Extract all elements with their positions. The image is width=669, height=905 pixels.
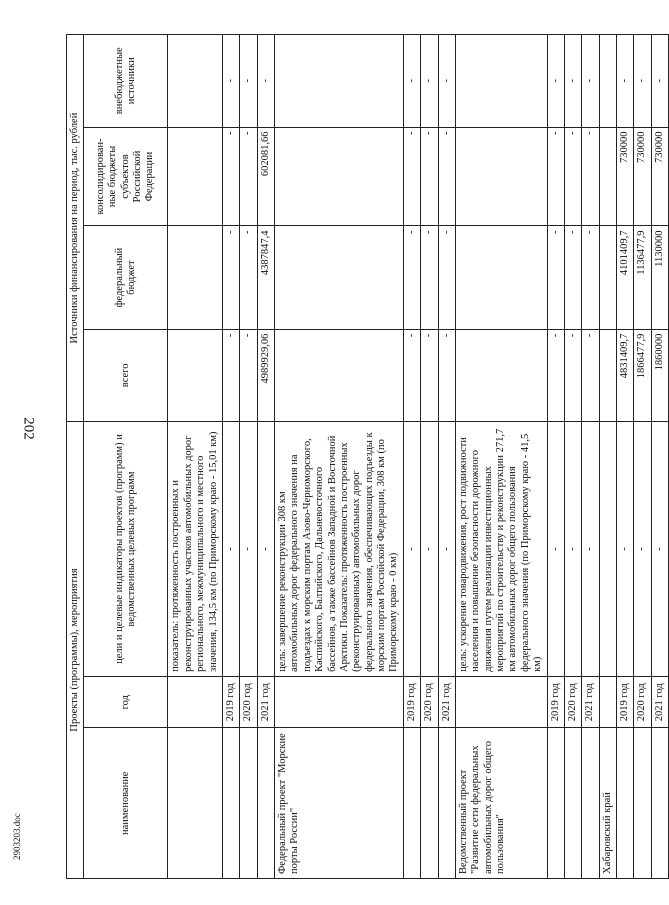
table-row: [275, 35, 404, 879]
cell-year: 2019 год: [617, 676, 634, 728]
cell-total: [275, 329, 404, 421]
cell-year: 2019 год: [403, 676, 420, 728]
cell-year: [275, 676, 404, 728]
cell-name: Хабаровский край: [599, 728, 616, 879]
cell-name: Ведомственный проект "Развитие сети федеральных автомобильных дорог общего пользования": [455, 728, 547, 879]
cell-year: 2019 год: [222, 676, 239, 728]
table-row: [564, 35, 581, 879]
cell-regional: [168, 127, 223, 226]
cell-regional: 730000: [651, 127, 668, 226]
cell-regional: -: [564, 127, 581, 226]
cell-goals: [599, 422, 616, 677]
cell-extra: [455, 35, 547, 128]
cell-goals: -: [240, 422, 257, 677]
cell-federal: [455, 226, 547, 329]
table-row: [599, 35, 616, 879]
cell-year: 2020 год: [421, 676, 438, 728]
footer-code: 2903203.doc: [12, 813, 22, 860]
cell-name: [421, 728, 438, 879]
cell-name: [564, 728, 581, 879]
cell-regional: [275, 127, 404, 226]
header-row-2: [84, 35, 168, 879]
cell-regional: -: [582, 127, 599, 226]
cell-year: 2021 год: [438, 676, 455, 728]
cell-regional: 730000: [634, 127, 651, 226]
cell-federal: 4101409,7: [617, 226, 634, 329]
cell-federal: -: [421, 226, 438, 329]
cell-total: [455, 329, 547, 421]
table-row: [168, 35, 223, 879]
table-row: [438, 35, 455, 879]
cell-year: [599, 676, 616, 728]
cell-regional: 730000: [617, 127, 634, 226]
cell-goals: -: [634, 422, 651, 677]
table-row: [651, 35, 668, 879]
table-row: [403, 35, 420, 879]
cell-total: 1866477,9: [634, 329, 651, 421]
cell-total: 1860000: [651, 329, 668, 421]
cell-total: -: [564, 329, 581, 421]
cell-federal: -: [240, 226, 257, 329]
cell-year: 2020 год: [240, 676, 257, 728]
cell-year: [455, 676, 547, 728]
cell-year: 2021 год: [257, 676, 274, 728]
cell-federal: [275, 226, 404, 329]
table-row: [421, 35, 438, 879]
cell-name: [547, 728, 564, 879]
cell-name: [438, 728, 455, 879]
cell-regional: -: [403, 127, 420, 226]
cell-name: [240, 728, 257, 879]
table-row: [634, 35, 651, 879]
cell-regional: -: [240, 127, 257, 226]
cell-extra: -: [421, 35, 438, 128]
cell-year: 2021 год: [651, 676, 668, 728]
cell-goals: -: [564, 422, 581, 677]
cell-year: 2019 год: [547, 676, 564, 728]
cell-goals: -: [582, 422, 599, 677]
cell-federal: 1136477,9: [634, 226, 651, 329]
table-row: [547, 35, 564, 879]
cell-goals: цель: ускорение товародвижения, рост подвижности населения и повышение безопасности дорожного движения путем реализации инвестиционных мероприятий по строительству и реконструкции 271,7 км автомобильных дорог общего пользования федерального значения (по Приморскому краю - 41,5 км): [455, 422, 547, 677]
header-federal: федеральный бюджет: [84, 226, 168, 329]
cell-goals: -: [403, 422, 420, 677]
cell-extra: -: [403, 35, 420, 128]
cell-extra: -: [564, 35, 581, 128]
cell-extra: -: [617, 35, 634, 128]
header-row-1: [67, 35, 84, 879]
cell-total: [599, 329, 616, 421]
cell-name: [403, 728, 420, 879]
cell-goals: цель: завершение реконструкции 308 км автомобильных дорог федерального значения на подъездах к морским портам Азово-Черноморского, Каспийского, Балтийского, Дальневосточного бассейнов, а также бассейнов Западной и Восточной Арктики. Показатель: протяженность построенных (реконструированных) автомобильных дорог федерального значения, обеспечивающих подъезды к морским портам Российской Федерации, 308 км (по Приморскому краю - 0 км): [275, 422, 404, 677]
cell-goals: -: [547, 422, 564, 677]
cell-total: -: [240, 329, 257, 421]
cell-name: [257, 728, 274, 879]
cell-federal: -: [564, 226, 581, 329]
cell-goals: -: [438, 422, 455, 677]
cell-extra: -: [582, 35, 599, 128]
header-extra: внебюджетные источники: [84, 35, 168, 128]
cell-federal: [599, 226, 616, 329]
cell-goals: -: [222, 422, 239, 677]
cell-federal: [168, 226, 223, 329]
table-row: [582, 35, 599, 879]
cell-total: -: [421, 329, 438, 421]
cell-total: -: [403, 329, 420, 421]
cell-extra: [275, 35, 404, 128]
header-name: наименование: [84, 728, 168, 879]
cell-federal: -: [547, 226, 564, 329]
cell-federal: 1130000: [651, 226, 668, 329]
cell-total: -: [547, 329, 564, 421]
page-number: 202: [20, 417, 37, 440]
header-year: год: [84, 676, 168, 728]
cell-total: -: [438, 329, 455, 421]
cell-extra: -: [222, 35, 239, 128]
cell-regional: -: [421, 127, 438, 226]
cell-year: 2021 год: [582, 676, 599, 728]
cell-regional: [455, 127, 547, 226]
cell-name: [582, 728, 599, 879]
cell-regional: [599, 127, 616, 226]
cell-goals: -: [617, 422, 634, 677]
cell-name: [168, 728, 223, 879]
cell-extra: -: [240, 35, 257, 128]
cell-regional: 602081,66: [257, 127, 274, 226]
table-row: [222, 35, 239, 879]
cell-total: 4989929,06: [257, 329, 274, 421]
cell-regional: -: [222, 127, 239, 226]
header-regional: консолидирован-ные бюджеты субъектов Российской Федерации: [84, 127, 168, 226]
cell-goals: -: [651, 422, 668, 677]
cell-name: [617, 728, 634, 879]
table-row: [617, 35, 634, 879]
cell-extra: -: [651, 35, 668, 128]
cell-name: [634, 728, 651, 879]
cell-regional: -: [547, 127, 564, 226]
cell-total: -: [222, 329, 239, 421]
cell-federal: -: [582, 226, 599, 329]
cell-extra: [599, 35, 616, 128]
cell-extra: -: [257, 35, 274, 128]
cell-goals: -: [257, 422, 274, 677]
cell-federal: -: [222, 226, 239, 329]
table-row: [455, 35, 547, 879]
cell-year: [168, 676, 223, 728]
cell-total: -: [582, 329, 599, 421]
cell-extra: [168, 35, 223, 128]
table-row: [240, 35, 257, 879]
header-goals: цели и целевые индикаторы проектов (программ) и ведомственных целевых программ: [84, 422, 168, 677]
funding-table: [66, 34, 669, 879]
cell-goals: показатель: протяженность построенных и реконструированных участков автомобильных дорог регионального, межмуниципального и местного значения, 134,5 км (по Приморскому краю - 15,01 км): [168, 422, 223, 677]
cell-name: [651, 728, 668, 879]
cell-extra: -: [438, 35, 455, 128]
cell-federal: 4387847,4: [257, 226, 274, 329]
cell-federal: -: [438, 226, 455, 329]
cell-name: [222, 728, 239, 879]
cell-name: Федеральный проект "Морские порты России": [275, 728, 404, 879]
cell-year: 2020 год: [564, 676, 581, 728]
cell-regional: -: [438, 127, 455, 226]
header-funding: Источники финансирования на период, тыс. рублей: [67, 35, 84, 422]
cell-goals: -: [421, 422, 438, 677]
cell-extra: -: [547, 35, 564, 128]
header-total: всего: [84, 329, 168, 421]
cell-total: 4831409,7: [617, 329, 634, 421]
cell-total: [168, 329, 223, 421]
header-projects: Проекты (программы), мероприятия: [67, 422, 84, 879]
cell-year: 2020 год: [634, 676, 651, 728]
table-row: [257, 35, 274, 879]
cell-federal: -: [403, 226, 420, 329]
rotated-table-container: [66, 34, 665, 879]
table-body: [168, 35, 669, 879]
cell-extra: -: [634, 35, 651, 128]
